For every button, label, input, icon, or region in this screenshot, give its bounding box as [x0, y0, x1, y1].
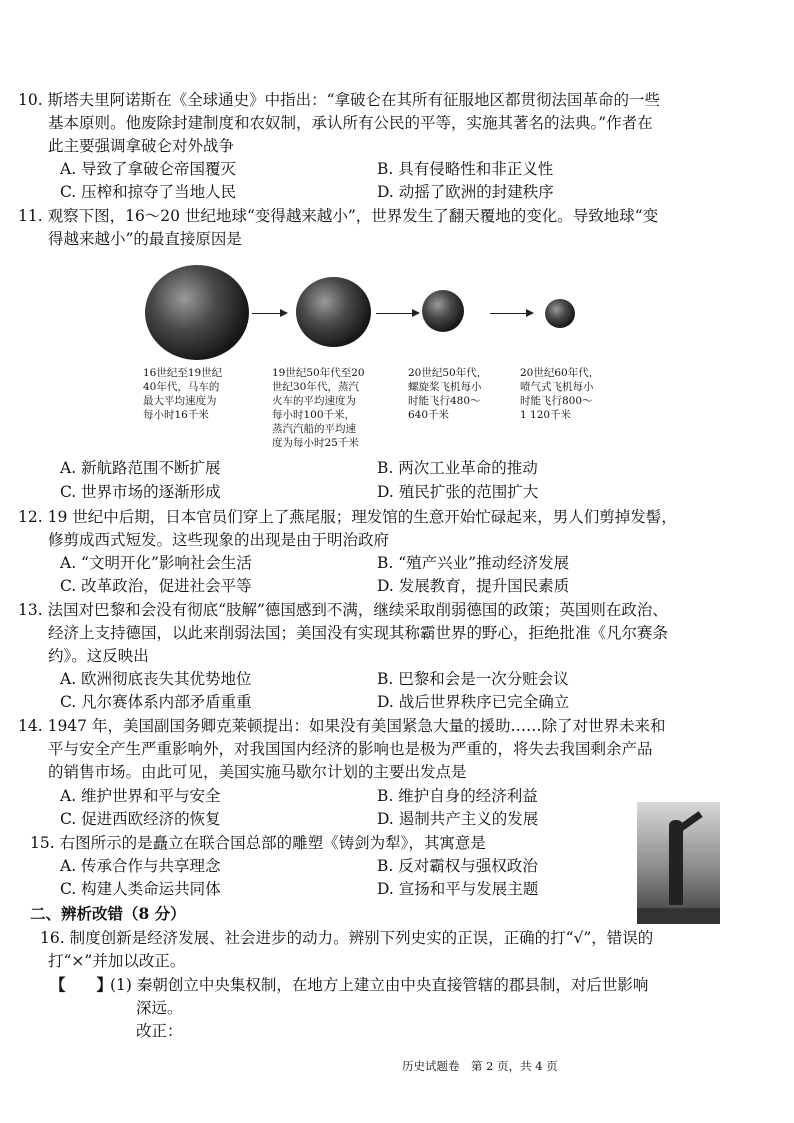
- q14-stem-line3: 的销售市场。由此可见，美国实施马歇尔计划的主要出发点是: [48, 763, 467, 781]
- q11-stem-line2: 得越来越小”的最直接原因是: [48, 230, 242, 248]
- q13-option-d: D. 战后世界秩序已完全确立: [377, 693, 570, 711]
- q15-option-d: D. 宣扬和平与发展主题: [377, 880, 539, 898]
- q14-option-d: D. 遏制共产主义的发展: [377, 810, 539, 828]
- sword-into-plowshare-statue-image: [637, 802, 720, 924]
- q11-stem-line1: 11. 观察下图，16～20 世纪地球“变得越来越小”，世界发生了翻天覆地的变化。导致地球“变: [18, 207, 659, 225]
- q10-stem-line2: 基本原则。他废除封建制度和农奴制，承认所有公民的平等，实施其著名的法典。”作者在: [48, 114, 653, 132]
- q14-option-a: A. 维护世界和平与安全: [60, 787, 221, 805]
- arrow-right-icon: [376, 313, 418, 314]
- q11-option-a: A. 新航路范围不断扩展: [60, 459, 221, 477]
- correction-label: 改正：: [136, 1022, 183, 1040]
- q14-stem-line1: 14. 1947 年，美国副国务卿克莱顿提出：如果没有美国紧急大量的援助……除了对世界未来和: [18, 717, 666, 735]
- q16-stem-line1: 16. 制度创新是经济发展、社会进步的动力。辨别下列史实的正误，正确的打“√”，错误的: [40, 929, 654, 947]
- q15-option-a: A. 传承合作与共享理念: [60, 857, 221, 875]
- q12-stem-line2: 修剪成西式短发。这些现象的出现是由于明治政府: [48, 531, 390, 549]
- q13-option-a: A. 欧洲彻底丧失其优势地位: [60, 670, 252, 688]
- q14-option-c: C. 促进西欧经济的恢复: [60, 810, 221, 828]
- q13-stem-line3: 约》。这反映出: [48, 647, 149, 665]
- globe-icon: [296, 277, 371, 347]
- q14-stem-line2: 平与安全产生严重影响外，对我国国内经济的影响也是极为严重的，将失去我国剩余产品: [48, 740, 653, 758]
- q11-caption-4: 20世纪60年代， 喷气式飞机每小 时能飞行800～ 1 120千米: [520, 367, 600, 421]
- page-footer: 历史试题卷 第 2 页，共 4 页: [402, 1059, 558, 1073]
- q10-option-c: C. 压榨和掠夺了当地人民: [60, 183, 237, 201]
- q15-stem: 15. 右图所示的是矗立在联合国总部的雕塑《铸剑为犁》，其寓意是: [30, 834, 486, 852]
- q15-option-c: C. 构建人类命运共同体: [60, 880, 221, 898]
- q11-caption-2: 19世纪50年代至20 世纪30年代，蒸汽 火车的平均速度为 每小时100千米， 蒸汽汽船的平均速 度为每小时25千米: [272, 367, 365, 449]
- q16-stem-line2: 打“×”并加以改正。: [48, 952, 186, 970]
- q13-option-c: C. 凡尔赛体系内部矛盾重重: [60, 693, 252, 711]
- q11-caption-1: 16世纪至19世纪 40年代，马车的 最大平均速度为 每小时16千米: [143, 367, 223, 421]
- q14-option-b: B. 维护自身的经济利益: [377, 787, 538, 805]
- section-title: 二、辨析改错（8 分）: [30, 904, 186, 923]
- q11-caption-3: 20世纪50年代， 螺旋桨飞机每小 时能飞行480～ 640千米: [408, 367, 488, 421]
- q10-option-d: D. 动摇了欧洲的封建秩序: [377, 183, 554, 201]
- q11-option-b: B. 两次工业革命的推动: [377, 459, 538, 477]
- q12-option-a: A. “文明开化”影响社会生活: [60, 554, 252, 572]
- q13-stem-line2: 经济上支持德国，以此来削弱法国；美国没有实现其称霸世界的野心，拒绝批准《凡尔赛条: [48, 624, 669, 642]
- q13-stem-line1: 13. 法国对巴黎和会没有彻底“肢解”德国感到不满，继续采取削弱德国的政策；英国则在政治、: [18, 601, 668, 619]
- q16-item1-line1: (1) 秦朝创立中央集权制，在地方上建立由中央直接管辖的郡县制，对后世影响: [110, 976, 649, 994]
- q10-stem-line1: 10. 斯塔夫里阿诺斯在《全球通史》中指出：“拿破仑在其所有征服地区都贯彻法国革命的一些: [18, 91, 661, 109]
- q16-item1-line2: 深远。: [136, 999, 183, 1017]
- q10-option-b: B. 具有侵略性和非正义性: [377, 160, 554, 178]
- q12-option-d: D. 发展教育，提升国民素质: [377, 577, 570, 595]
- q12-option-b: B. “殖产兴业”推动经济发展: [377, 554, 570, 572]
- globe-icon: [145, 265, 249, 360]
- arrow-right-icon: [252, 313, 286, 314]
- arrow-right-icon: [490, 313, 532, 314]
- q12-option-c: C. 改革政治，促进社会平等: [60, 577, 252, 595]
- globe-icon: [545, 299, 575, 328]
- q10-option-a: A. 导致了拿破仑帝国覆灭: [60, 160, 237, 178]
- q15-option-b: B. 反对霸权与强权政治: [377, 857, 538, 875]
- globe-icon: [422, 290, 464, 332]
- answer-bracket[interactable]: 【 】: [50, 975, 113, 994]
- q11-option-c: C. 世界市场的逐渐形成: [60, 483, 221, 501]
- q10-stem-line3: 此主要强调拿破仑对外战争: [48, 137, 235, 155]
- q13-option-b: B. 巴黎和会是一次分赃会议: [377, 670, 569, 688]
- q11-option-d: D. 殖民扩张的范围扩大: [377, 483, 539, 501]
- q12-stem-line1: 12. 19 世纪中后期，日本官员们穿上了燕尾服；理发馆的生意开始忙碌起来，男人们剪掉发髻，: [18, 508, 677, 526]
